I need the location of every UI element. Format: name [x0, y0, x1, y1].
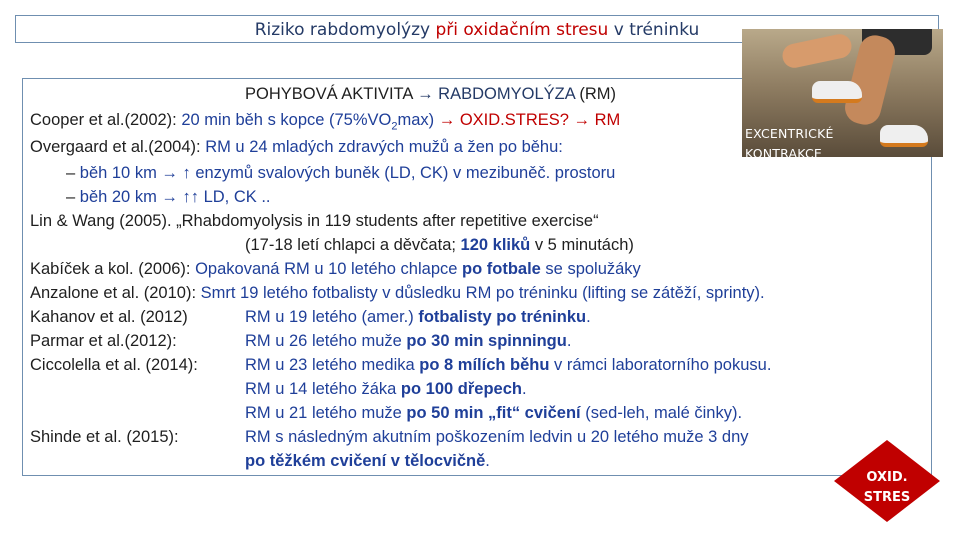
line-parmar: [30, 331, 177, 351]
kabicek-bold: po fotbale: [462, 260, 541, 278]
runner-leg: [780, 32, 853, 70]
rm21-bold: po 50 min „fit“ cvičení: [406, 404, 581, 422]
runner-caption: [745, 124, 834, 157]
author-anzalone: Anzalone et al. (2010):: [30, 284, 201, 302]
badge-text: [834, 468, 940, 508]
line-anzalone: [30, 283, 765, 303]
line-overgaard: [30, 137, 563, 157]
line-ciccolella: [30, 355, 198, 375]
kabicek-text: Opakovaná RM u 10 letého chlapce: [195, 260, 463, 278]
author-cooper: Cooper et al.(2002):: [30, 111, 182, 129]
ciccolella-plain: RM u 23 letého medika: [245, 356, 420, 374]
bullet-20km: běh 20 km → ↑↑ LD, CK ..: [79, 188, 271, 206]
ciccolella-end: v rámci laboratorního pokusu.: [549, 356, 772, 374]
ciccolella-bold: po 8 mílích běhu: [419, 356, 550, 374]
lin-detail-bold: 120 kliků: [460, 236, 531, 254]
cooper-result: → OXID.STRES? → RM: [438, 111, 621, 129]
line-shinde-2: [245, 451, 490, 471]
runner-shoe: [812, 81, 862, 103]
badge-line-1: OXID.: [866, 470, 908, 485]
author-kabicek: Kabíček a kol. (2006):: [30, 260, 196, 278]
caption-line-2: KONTRAKCE: [745, 146, 823, 157]
badge-line-2: STRES: [863, 490, 911, 505]
parmar-text: [245, 331, 571, 351]
line-kahanov: [30, 307, 188, 327]
line-kabicek: [30, 259, 641, 279]
parmar-end: .: [566, 332, 572, 350]
line-rm-14: [245, 379, 527, 399]
author-ciccolella: Ciccolella et al. (2014):: [30, 356, 198, 374]
rm21-plain: RM u 21 letého muže: [245, 404, 407, 422]
line-shinde: [30, 427, 179, 447]
rm14-plain: RM u 14 letého žáka: [245, 380, 401, 398]
author-kahanov: Kahanov et al. (2012): [30, 308, 188, 326]
shinde-text: RM s následným akutním poškozením ledvin u 20 letého muže 3 dny: [245, 428, 749, 446]
heading-abbr: (RM): [574, 85, 617, 103]
line-rm-21: [245, 403, 742, 423]
lin-detail-2: v 5 minutách): [530, 236, 634, 254]
line-bullet-20km: [66, 187, 271, 207]
line-lin-wang-detail: [245, 235, 634, 255]
author-shinde: Shinde et al. (2015):: [30, 428, 179, 446]
parmar-plain: RM u 26 letého muže: [245, 332, 407, 350]
line-lin-wang: Lin & Wang (2005). „Rhabdomyolysis in 119 students after repetitive exercise“: [30, 212, 599, 230]
title-part-2: při oxidačním stresu: [435, 20, 609, 40]
arrow-icon: →: [417, 85, 434, 103]
cooper-sub: 2: [391, 120, 398, 133]
cooper-text: 20 min běh s kopce (75%VO: [181, 111, 392, 129]
heading-left: POHYBOVÁ AKTIVITA: [245, 85, 418, 103]
heading-line: [245, 84, 616, 104]
title-part-3: v tréninku: [608, 20, 700, 40]
lin-detail-1: (17-18 letí chlapci a děvčata;: [245, 236, 461, 254]
cooper-text-2: max): [397, 111, 439, 129]
line-bullet-10km: [66, 163, 615, 183]
overgaard-text: RM u 24 mladých zdravých mužů a žen po běhu:: [205, 138, 563, 156]
caption-line-1: EXCENTRICKÉ: [745, 126, 834, 141]
runner-shoe: [880, 125, 928, 147]
kahanov-text: [245, 307, 591, 327]
runner-photo: [742, 29, 943, 157]
dash: –: [66, 164, 80, 182]
heading-right: RABDOMYOLÝZA: [433, 85, 575, 103]
bullet-10km: běh 10 km → ↑ enzymů svalových buněk (LD, CK) v mezibuněč. prostoru: [79, 164, 616, 182]
rm14-end: .: [521, 380, 527, 398]
rm21-end: (sed-leh, malé činky).: [580, 404, 743, 422]
shinde-bold: po těžkém cvičení v tělocvičně: [245, 452, 486, 470]
rm14-bold: po 100 dřepech: [400, 380, 522, 398]
anzalone-text: Smrt 19 letého fotbalisty v důsledku RM po tréninku (lifting se zátěží, sprinty).: [200, 284, 765, 302]
author-overgaard: Overgaard et al.(2004):: [30, 138, 206, 156]
kahanov-end: .: [586, 308, 591, 326]
line-cooper: [30, 110, 620, 136]
kahanov-bold: fotbalisty po tréninku: [418, 308, 587, 326]
kahanov-plain: RM u 19 letého (amer.): [245, 308, 419, 326]
ciccolella-text: [245, 355, 771, 375]
dash: –: [66, 188, 80, 206]
kabicek-text-2: se spolužáky: [540, 260, 641, 278]
parmar-bold: po 30 min spinningu: [406, 332, 567, 350]
author-parmar: Parmar et al.(2012):: [30, 332, 177, 350]
oxid-stres-badge: [834, 440, 940, 522]
title-part-1: Riziko rabdomyolýzy: [254, 20, 436, 40]
shinde-end: .: [485, 452, 490, 470]
